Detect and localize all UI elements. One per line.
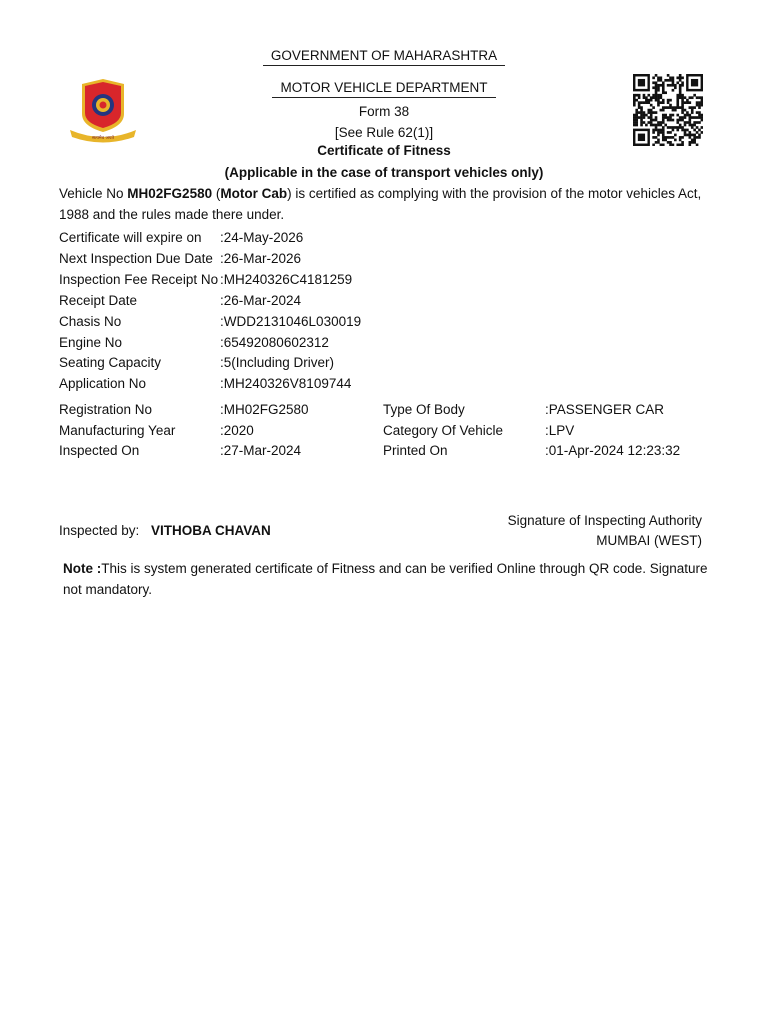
applicability-note: (Applicable in the case of transport vehicles only) xyxy=(224,165,544,180)
detail-value: :WDD2131046L030019 xyxy=(220,314,362,329)
detail-label: Chasis No xyxy=(59,314,122,329)
detail-label: Engine No xyxy=(59,335,123,350)
vehicle-class: Motor Cab xyxy=(220,186,288,201)
page-title: Certificate of Fitness xyxy=(317,143,451,158)
grid-value: :PASSENGER CAR xyxy=(545,402,665,417)
inspector-name: VITHOBA CHAVAN xyxy=(151,523,271,538)
grid-label: Category Of Vehicle xyxy=(383,423,504,438)
detail-label: Seating Capacity xyxy=(59,355,162,370)
header-department: MOTOR VEHICLE DEPARTMENT xyxy=(0,80,768,98)
detail-label: Next Inspection Due Date xyxy=(59,251,213,266)
rule-reference: [See Rule 62(1)] xyxy=(334,125,434,140)
certification-statement: Vehicle No MH02FG2580 (Motor Cab) is certified as complying with the provision of the motor vehicles Act, 1988 and the rules made there under. xyxy=(59,186,702,222)
note-text: This is system generated certificate of Fitness and can be verified Online through QR code. Signature not mandatory. xyxy=(63,561,708,597)
detail-label: Inspection Fee Receipt No xyxy=(59,272,219,287)
detail-value: :26-Mar-2026 xyxy=(220,251,302,266)
grid-value: :2020 xyxy=(220,423,254,438)
grid-label: Manufacturing Year xyxy=(59,423,176,438)
detail-value: :MH240326C4181259 xyxy=(220,272,353,287)
detail-label: Receipt Date xyxy=(59,293,138,308)
header-government: GOVERNMENT OF MAHARASHTRA xyxy=(0,48,768,66)
grid-label: Inspected On xyxy=(59,443,140,458)
detail-value: :MH240326V8109744 xyxy=(220,376,352,391)
note xyxy=(63,558,713,600)
detail-value: :26-Mar-2024 xyxy=(220,293,302,308)
signature-label: Signature of Inspecting Authority xyxy=(507,513,702,528)
grid-label: Registration No xyxy=(59,402,153,417)
detail-label: Application No xyxy=(59,376,147,391)
grid-label: Type Of Body xyxy=(383,402,465,417)
detail-value: :5(Including Driver) xyxy=(220,355,335,370)
detail-label: Certificate will expire on xyxy=(59,230,202,245)
form-number: Form 38 xyxy=(358,104,410,119)
office-location: MUMBAI (WEST) xyxy=(596,533,702,548)
inspected-by-label: Inspected by: xyxy=(59,523,140,538)
vehicle-number: MH02FG2580 xyxy=(127,186,213,201)
grid-value: :LPV xyxy=(545,423,575,438)
note-label: Note : xyxy=(63,561,102,576)
grid-label: Printed On xyxy=(383,443,448,458)
logo-motto: सत्यमेव जयते xyxy=(91,136,115,141)
grid-value: :MH02FG2580 xyxy=(220,402,309,417)
grid-value: :01-Apr-2024 12:23:32 xyxy=(545,443,681,458)
grid-value: :27-Mar-2024 xyxy=(220,443,302,458)
detail-value: :24-May-2026 xyxy=(220,230,304,245)
detail-value: :65492080602312 xyxy=(220,335,329,350)
